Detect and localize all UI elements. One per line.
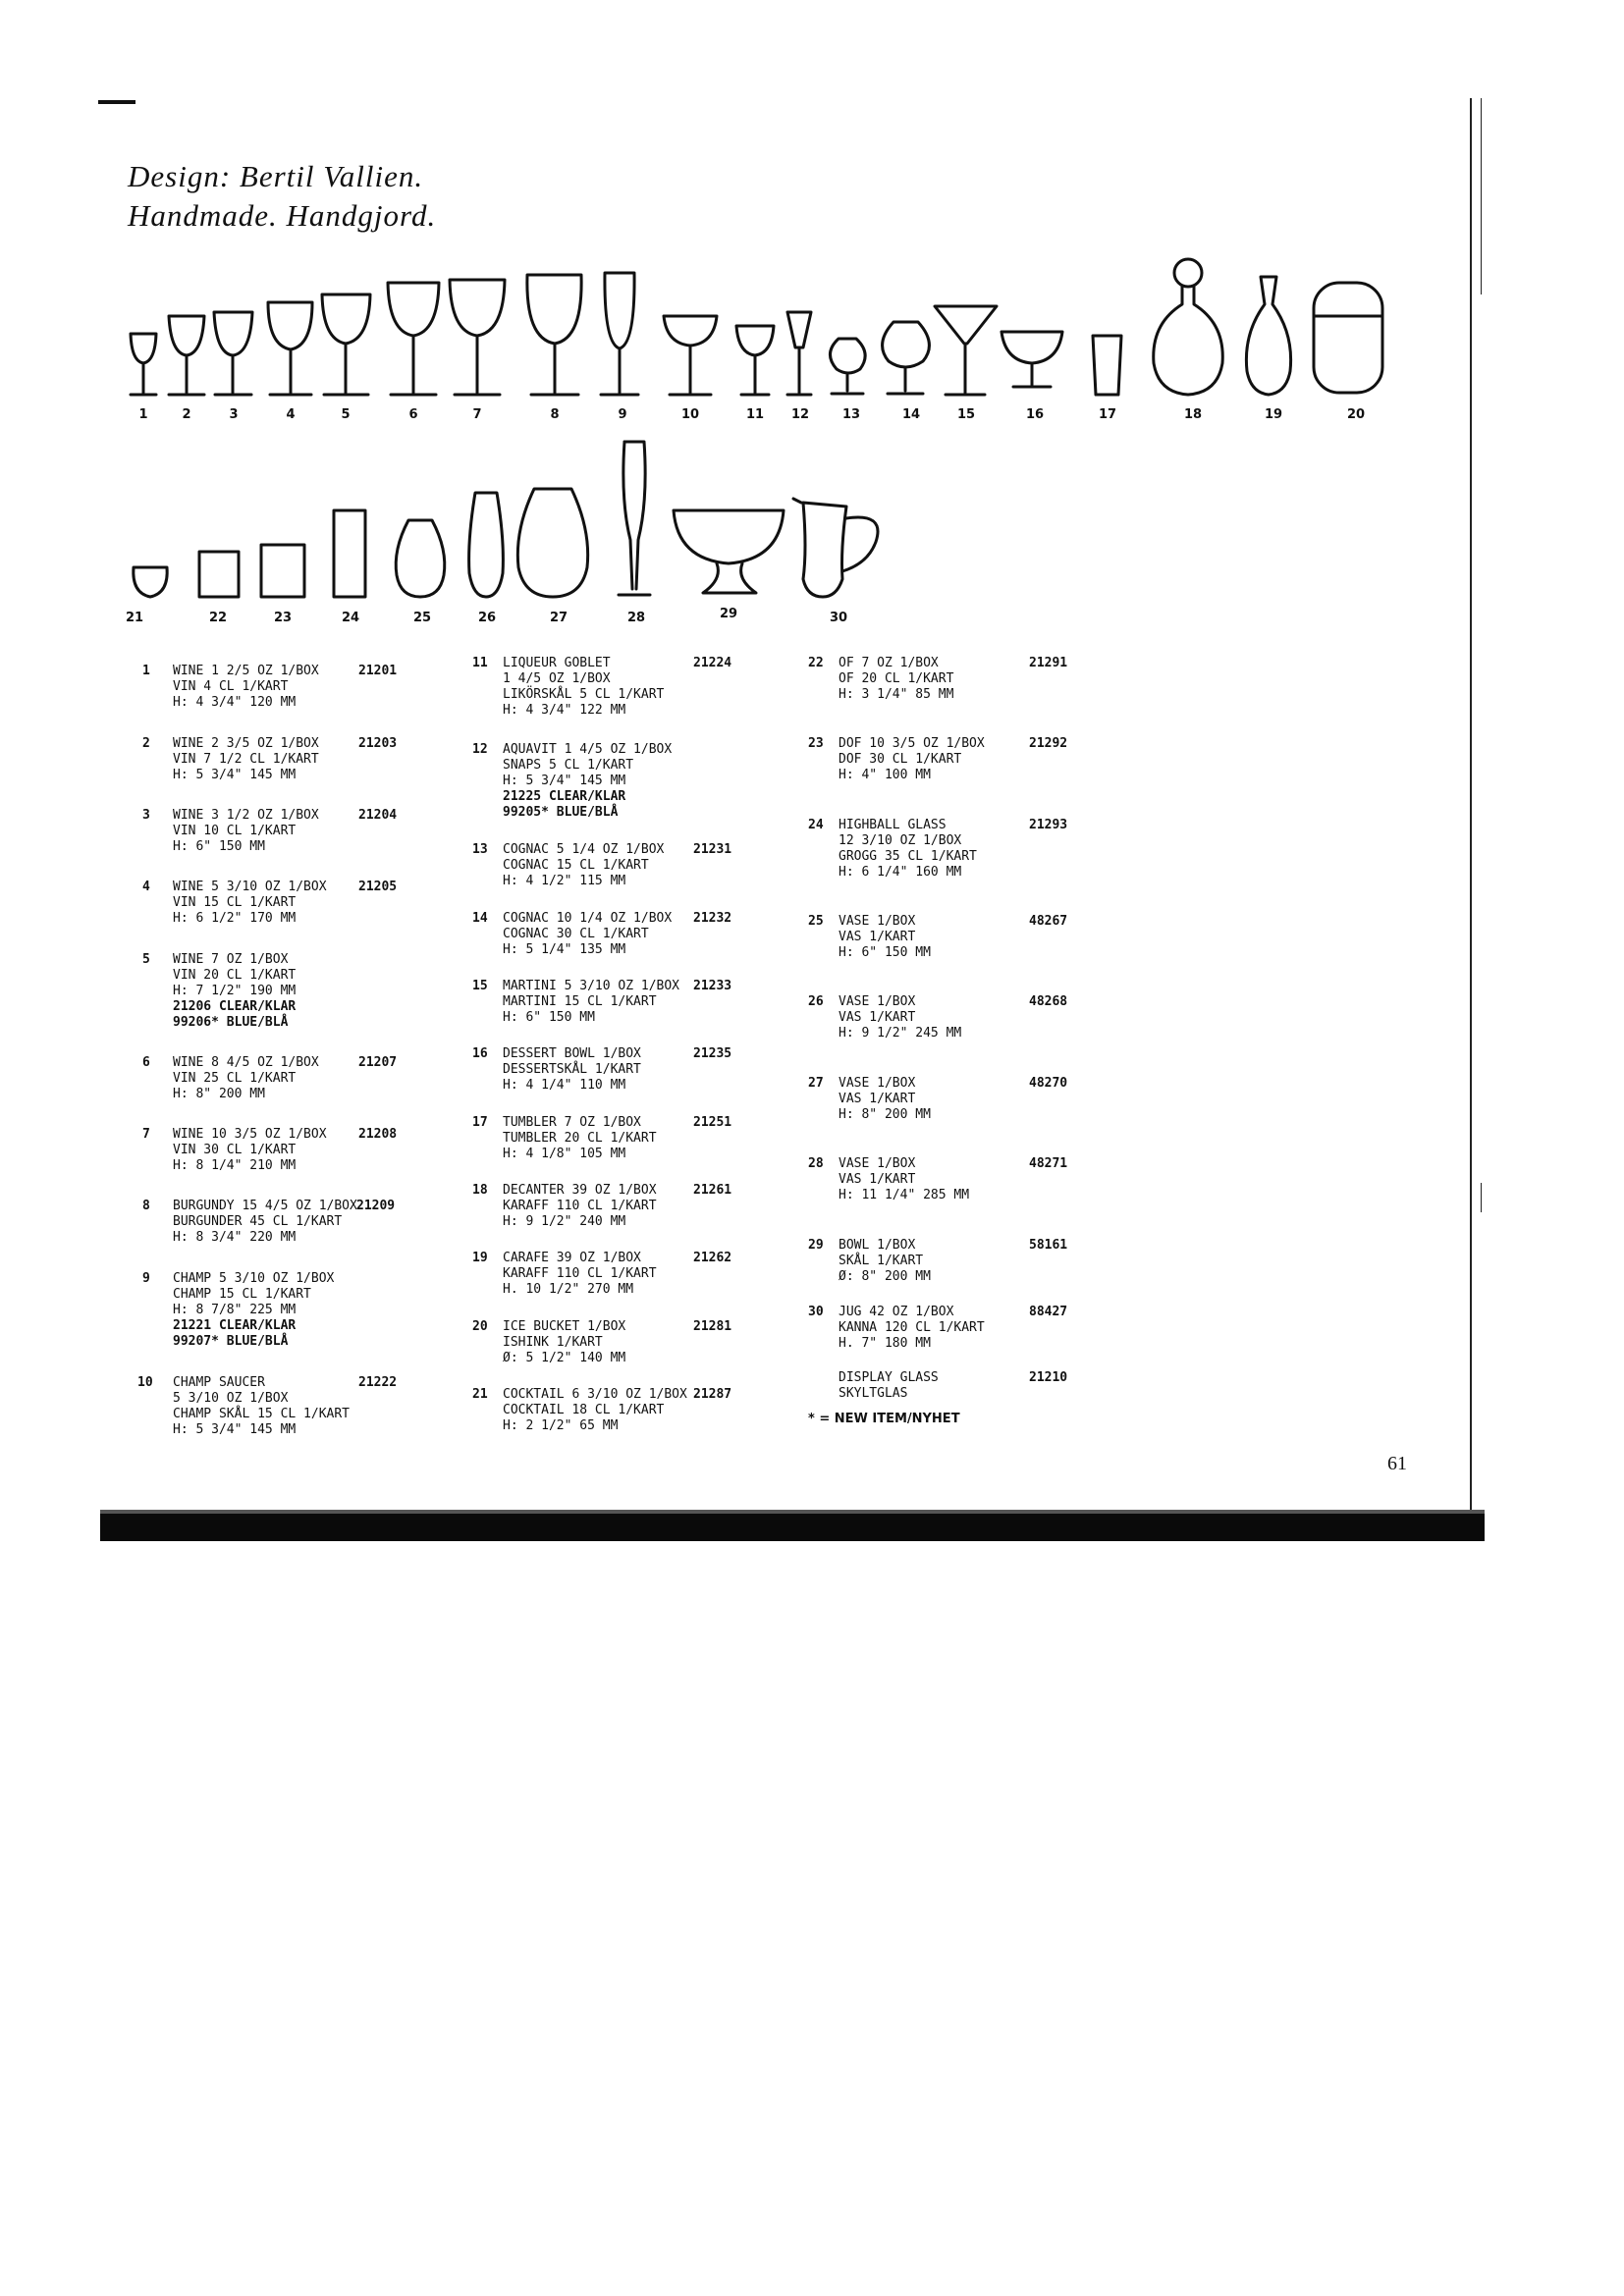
illustration-number-9: 9 [618,407,627,422]
new-item-footnote: * = NEW ITEM/NYHET [808,1412,960,1426]
entry-number: 30 [808,1305,824,1319]
illustration-number-25: 25 [412,611,432,625]
article-number: 21281 [693,1319,732,1334]
entry-line: SNAPS 5 CL 1/KART [503,758,634,773]
illustration-number-24: 24 [341,611,360,625]
entry-line: VASE 1/BOX [839,914,916,929]
item-24-highball-glass [334,510,365,597]
entry-line: H: 8 7/8" 225 MM [173,1303,297,1317]
entry-number: 22 [808,656,824,670]
illustration-number-15: 15 [956,407,976,422]
entry-line: KARAFF 110 CL 1/KART [503,1266,657,1281]
entry-number: 7 [142,1127,150,1142]
entry-number: 15 [472,979,488,993]
entry-line: BURGUNDER 45 CL 1/KART [173,1214,343,1229]
entry-line: H: 6" 150 MM [839,945,931,960]
entry-line: H: 7 1/2" 190 MM [173,984,297,998]
entry-line: H: 6 1/2" 170 MM [173,911,297,926]
entry-line: WINE 10 3/5 OZ 1/BOX [173,1127,327,1142]
illustration-number-6: 6 [408,407,418,422]
item-3-wine-glass [214,312,252,395]
entry-line: VIN 15 CL 1/KART [173,895,297,910]
entry-line: OF 20 CL 1/KART [839,671,954,686]
entry-line: 21206 CLEAR/KLAR [173,999,297,1014]
article-number: 21203 [358,736,398,751]
entry-line: CHAMP 5 3/10 OZ 1/BOX [173,1271,335,1286]
entry-number: 3 [142,808,150,823]
illustration-number-18: 18 [1183,407,1203,422]
item-29-bowl [674,510,784,593]
entry-line: CARAFE 39 OZ 1/BOX [503,1251,641,1265]
article-number: 21293 [1029,818,1068,832]
entry-line: H. 7" 180 MM [839,1336,931,1351]
illustration-number-1: 1 [138,407,148,422]
item-11-liqueur-goblet [736,326,774,395]
entry-number: 23 [808,736,824,751]
entry-line: LIKÖRSKÅL 5 CL 1/KART [503,687,665,702]
entry-line: COGNAC 30 CL 1/KART [503,927,649,941]
item-16-dessert-bowl [1001,332,1062,387]
article-number: 48271 [1029,1156,1068,1171]
entry-line: VASE 1/BOX [839,1076,916,1091]
entry-line: VIN 10 CL 1/KART [173,824,297,838]
illustration-number-4: 4 [286,407,296,422]
entry-line: 99206* BLUE/BLÅ [173,1015,289,1030]
illustration-number-13: 13 [841,407,861,422]
entry-line: H: 4 1/2" 115 MM [503,874,626,888]
entry-line: WINE 3 1/2 OZ 1/BOX [173,808,319,823]
illustration-number-19: 19 [1264,407,1283,422]
entry-line: H: 5 3/4" 145 MM [173,768,297,782]
article-number: 21291 [1029,656,1068,670]
entry-line: 99205* BLUE/BLÅ [503,805,619,820]
illustration-number-10: 10 [680,407,700,422]
article-number: 21210 [1029,1370,1068,1385]
entry-number: 14 [472,911,488,926]
article-number: 21262 [693,1251,732,1265]
entry-line: AQUAVIT 1 4/5 OZ 1/BOX [503,742,673,757]
entry-line: DOF 10 3/5 OZ 1/BOX [839,736,985,751]
illustration-number-3: 3 [229,407,239,422]
entry-number: 11 [472,656,488,670]
article-number: 21251 [693,1115,732,1130]
entry-line: H: 2 1/2" 65 MM [503,1418,619,1433]
article-number: 21261 [693,1183,732,1198]
article-number: 21209 [356,1199,396,1213]
article-number: 21233 [693,979,732,993]
article-number: 21201 [358,664,398,678]
entry-number: 4 [142,880,150,894]
entry-line: VIN 30 CL 1/KART [173,1143,297,1157]
entry-line: KARAFF 110 CL 1/KART [503,1199,657,1213]
item-10-champagne-saucer [664,316,717,395]
entry-line: TUMBLER 7 OZ 1/BOX [503,1115,641,1130]
illustration-number-2: 2 [182,407,191,422]
entry-line: H: 8 3/4" 220 MM [173,1230,297,1245]
entry-number: 10 [137,1375,153,1390]
entry-line: Ø: 8" 200 MM [839,1269,931,1284]
entry-number: 17 [472,1115,488,1130]
right-edge-tick [1481,1183,1482,1212]
illustration-number-12: 12 [790,407,810,422]
entry-line: ICE BUCKET 1/BOX [503,1319,626,1334]
entry-line: H: 5 3/4" 145 MM [503,774,626,788]
item-2-wine-glass [169,316,204,395]
article-number: 21287 [693,1387,732,1402]
illustration-number-5: 5 [341,407,351,422]
article-number: 21204 [358,808,398,823]
item-19-carafe [1246,277,1290,395]
entry-number: 16 [472,1046,488,1061]
entry-number: 21 [472,1387,488,1402]
article-number: 58161 [1029,1238,1068,1253]
illustration-number-27: 27 [549,611,568,625]
entry-line: H: 4 1/8" 105 MM [503,1147,626,1161]
entry-line: SKÅL 1/KART [839,1254,924,1268]
title-design: Design: Bertil Vallien. [128,159,424,193]
item-21-cocktail-glass [134,567,167,597]
entry-line: 1 4/5 OZ 1/BOX [503,671,611,686]
article-number: 21292 [1029,736,1068,751]
entry-line: ISHINK 1/KART [503,1335,603,1350]
entry-line: VASE 1/BOX [839,1156,916,1171]
entry-line: VAS 1/KART [839,1172,916,1187]
entry-number: 13 [472,842,488,857]
item-15-martini-glass [935,306,997,395]
article-number: 21208 [358,1127,398,1142]
article-number: 48268 [1029,994,1068,1009]
article-number: 21224 [693,656,732,670]
entry-line: H: 6" 150 MM [503,1010,595,1025]
entry-number: 25 [808,914,824,929]
entry-number: 2 [142,736,150,751]
article-number: 21207 [358,1055,398,1070]
entry-line: VIN 7 1/2 CL 1/KART [173,752,319,767]
entry-number: 12 [472,742,488,757]
entry-number: 18 [472,1183,488,1198]
entry-line: H: 4" 100 MM [839,768,931,782]
item-14-cognac-glass [883,322,930,394]
entry-line: JUG 42 OZ 1/BOX [839,1305,954,1319]
illustration-number-23: 23 [273,611,293,625]
entry-line: 5 3/10 OZ 1/BOX [173,1391,289,1406]
entry-line: H: 8 1/4" 210 MM [173,1158,297,1173]
article-number: 21235 [693,1046,732,1061]
illustration-number-20: 20 [1346,407,1366,422]
entry-line: CHAMP SKÅL 15 CL 1/KART [173,1407,351,1421]
illustration-number-28: 28 [626,611,646,625]
entry-line: CHAMP 15 CL 1/KART [173,1287,311,1302]
illustration-number-26: 26 [477,611,497,625]
article-number: 21231 [693,842,732,857]
illustration-number-11: 11 [745,407,765,422]
item-22-old-fashioned-glass [199,552,239,597]
entry-line: CHAMP SAUCER [173,1375,265,1390]
title-handmade: Handmade. Handgjord. [128,198,437,233]
illustration-number-8: 8 [550,407,560,422]
entry-number: 26 [808,994,824,1009]
illustration-number-14: 14 [901,407,921,422]
entry-line: 99207* BLUE/BLÅ [173,1334,289,1349]
entry-line: WINE 8 4/5 OZ 1/BOX [173,1055,319,1070]
item-17-tumbler [1093,336,1121,395]
illustration-number-17: 17 [1098,407,1117,422]
illustration-number-21: 21 [125,611,144,625]
entry-line: MARTINI 5 3/10 OZ 1/BOX [503,979,680,993]
illustration-number-16: 16 [1025,407,1045,422]
entry-line: Ø: 5 1/2" 140 MM [503,1351,626,1365]
entry-number: 8 [142,1199,150,1213]
entry-line: LIQUEUR GOBLET [503,656,611,670]
entry-line: VAS 1/KART [839,930,916,944]
item-9-champagne-flute [601,273,638,395]
entry-line: H: 8" 200 MM [173,1087,265,1101]
item-26-vase [469,493,504,597]
entry-line: BOWL 1/BOX [839,1238,916,1253]
entry-line: 21225 CLEAR/KLAR [503,789,626,804]
entry-line: OF 7 OZ 1/BOX [839,656,939,670]
item-27-vase [517,489,587,597]
entry-line: H: 4 3/4" 120 MM [173,695,297,710]
article-number: 21205 [358,880,398,894]
item-1-wine-glass [131,334,156,395]
entry-line: MARTINI 15 CL 1/KART [503,994,657,1009]
item-30-jug [793,499,878,597]
entry-line: DESSERT BOWL 1/BOX [503,1046,641,1061]
entry-line: WINE 1 2/5 OZ 1/BOX [173,664,319,678]
entry-number: 9 [142,1271,150,1286]
entry-line: H: 4 3/4" 122 MM [503,703,626,718]
entry-number: 29 [808,1238,824,1253]
entry-line: H: 9 1/2" 245 MM [839,1026,962,1041]
entry-line: KANNA 120 CL 1/KART [839,1320,985,1335]
entry-line: BURGUNDY 15 4/5 OZ 1/BOX [173,1199,357,1213]
illustration-number-30: 30 [829,611,848,625]
entry-line: COGNAC 15 CL 1/KART [503,858,649,873]
entry-line: 12 3/10 OZ 1/BOX [839,833,962,848]
entry-line: GROGG 35 CL 1/KART [839,849,977,864]
bottom-bar [100,1514,1485,1541]
entry-number: 20 [472,1319,488,1334]
entry-line: H: 9 1/2" 240 MM [503,1214,626,1229]
entry-line: DOF 30 CL 1/KART [839,752,962,767]
illustration-number-29: 29 [719,607,738,621]
entry-line: H. 10 1/2" 270 MM [503,1282,634,1297]
entry-line: WINE 2 3/5 OZ 1/BOX [173,736,319,751]
item-12-aquavit-glass [787,312,811,395]
item-13-cognac-glass [830,339,865,394]
entry-number: 28 [808,1156,824,1171]
entry-line: TUMBLER 20 CL 1/KART [503,1131,657,1146]
entry-line: WINE 5 3/10 OZ 1/BOX [173,880,327,894]
item-23-double-old-fashioned-glass [261,545,304,597]
illustration-number-7: 7 [472,407,482,422]
item-4-wine-glass [268,302,312,395]
entry-line: COGNAC 10 1/4 OZ 1/BOX [503,911,673,926]
entry-number: 5 [142,952,150,967]
entry-number: 27 [808,1076,824,1091]
item-7-wine-glass [450,280,505,395]
entry-line: VASE 1/BOX [839,994,916,1009]
entry-line: COGNAC 5 1/4 OZ 1/BOX [503,842,665,857]
entry-line: WINE 7 OZ 1/BOX [173,952,289,967]
item-5-wine-glass [322,294,370,395]
entry-line: H: 5 1/4" 135 MM [503,942,626,957]
entry-line: H: 3 1/4" 85 MM [839,687,954,702]
entry-number: 6 [142,1055,150,1070]
entry-line: H: 4 1/4" 110 MM [503,1078,626,1093]
illustration-number-22: 22 [208,611,228,625]
article-number: 48267 [1029,914,1068,929]
article-number: 21222 [358,1375,398,1390]
entry-line: VIN 4 CL 1/KART [173,679,289,694]
article-number: 21232 [693,911,732,926]
glassware-illustrations [0,0,1624,687]
entry-line: H: 5 3/4" 145 MM [173,1422,297,1437]
entry-line: VAS 1/KART [839,1092,916,1106]
entry-line: COCKTAIL 6 3/10 OZ 1/BOX [503,1387,687,1402]
item-20-ice-bucket [1314,283,1382,393]
entry-number: 19 [472,1251,488,1265]
entry-number: 24 [808,818,824,832]
item-25-vase [396,520,445,597]
entry-line: H: 8" 200 MM [839,1107,931,1122]
entry-line: COCKTAIL 18 CL 1/KART [503,1403,665,1417]
entry-line: SKYLTGLAS [839,1386,908,1401]
entry-line: HIGHBALL GLASS [839,818,947,832]
entry-line: H: 11 1/4" 285 MM [839,1188,970,1202]
item-28-vase [619,442,650,595]
entry-line: VIN 25 CL 1/KART [173,1071,297,1086]
item-8-burgundy-glass [527,275,581,395]
page-number: 61 [1387,1453,1407,1474]
entry-line: DESSERTSKÅL 1/KART [503,1062,641,1077]
entry-line: DECANTER 39 OZ 1/BOX [503,1183,657,1198]
article-number: 48270 [1029,1076,1068,1091]
entry-line: H: 6" 150 MM [173,839,265,854]
item-6-wine-glass [388,283,439,395]
entry-line: VIN 20 CL 1/KART [173,968,297,983]
item-18-decanter [1154,259,1223,395]
article-number: 88427 [1029,1305,1068,1319]
entry-line: H: 6 1/4" 160 MM [839,865,962,880]
entry-line: 21221 CLEAR/KLAR [173,1318,297,1333]
entry-line: VAS 1/KART [839,1010,916,1025]
entry-line: DISPLAY GLASS [839,1370,939,1385]
entry-number: 1 [142,664,150,678]
